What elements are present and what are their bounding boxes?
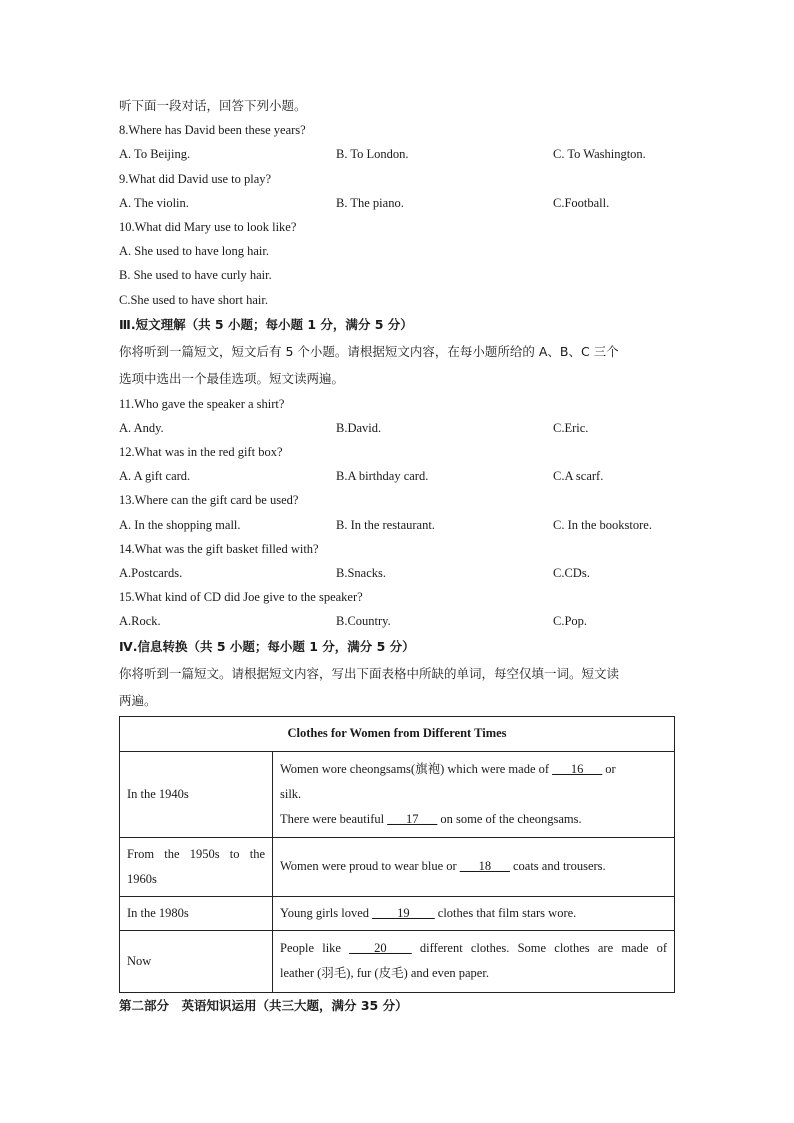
question-text: 8.Where has David been these years?: [119, 123, 306, 138]
description-line: silk.: [280, 786, 302, 801]
dialogue-instruction: 听下面一段对话，回答下列小题。: [119, 98, 307, 113]
blank-17: ___17___: [387, 811, 438, 826]
question-text: 14.What was the gift basket filled with?: [119, 541, 319, 556]
table-row: [120, 930, 675, 992]
instruction-line: 你将听到一篇短文，短文后有 5 个小题。请根据短文内容，在每小题所给的 A、B、C 三个: [119, 343, 619, 359]
description-line: leather (羽毛), fur (皮毛) and even paper.: [280, 966, 489, 981]
description-cell: [273, 896, 675, 930]
table-row: [120, 896, 675, 930]
question-text: 10.What did Mary use to look like?: [119, 219, 297, 234]
options-row: [119, 464, 675, 488]
part-two-heading: 第二部分 英语知识运用（共三大题，满分 35 分）: [119, 997, 408, 1013]
question-12: [119, 440, 675, 488]
text-fragment: coats and trousers.: [509, 859, 606, 874]
question-text: 13.Where can the gift card be used?: [119, 493, 299, 508]
option-b: B.A birthday card.: [336, 469, 429, 484]
era-line: From the 1950s to the: [127, 846, 265, 861]
instruction-line: 选项中选出一个最佳选项。短文读两遍。: [119, 370, 345, 386]
option-b: B.Country.: [336, 614, 391, 629]
option-a: A. The violin.: [119, 195, 189, 210]
question-text: 15.What kind of CD did Joe give to the speaker?: [119, 590, 363, 605]
option-c: C.Eric.: [553, 420, 589, 435]
options-row: [119, 191, 675, 215]
section-3-heading: Ⅲ.短文理解（共 5 小题；每小题 1 分，满分 5 分）: [119, 316, 413, 332]
blank-16: ___16___: [552, 761, 603, 776]
option-b: B. To London.: [336, 147, 409, 162]
text-fragment: clothes that film stars wore.: [434, 905, 577, 920]
option-c: C. To Washington.: [553, 147, 646, 162]
question-15: [119, 585, 675, 633]
option-a: A. Andy.: [119, 420, 164, 435]
description-line: [280, 936, 667, 961]
era-cell: In the 1940s: [120, 751, 273, 837]
blank-18: ___18___: [459, 859, 510, 874]
option-a: A. A gift card.: [119, 469, 191, 484]
option-b: B.Snacks.: [336, 566, 386, 580]
info-transfer-table: [119, 716, 675, 993]
option-b: B. The piano.: [336, 195, 404, 210]
question-9: [119, 167, 675, 215]
blank-20: ____20____: [349, 941, 412, 956]
table-header-row: [120, 716, 675, 751]
description-line: [280, 757, 667, 782]
options-row: [119, 609, 675, 633]
text-fragment: There were beautiful: [280, 811, 388, 826]
option-b: B. She used to have curly hair.: [119, 268, 272, 283]
era-cell: [120, 837, 273, 896]
blank-19: ____19____: [372, 905, 435, 920]
description-cell: [273, 751, 675, 837]
text-fragment: or: [602, 761, 616, 776]
option-a: A. To Beijing.: [119, 147, 191, 162]
option-c: C. In the bookstore.: [553, 517, 652, 532]
exam-page: [119, 94, 675, 1018]
description-line: [280, 807, 667, 832]
text-fragment: on some of the cheongsams.: [437, 811, 582, 826]
option-c: C.Pop.: [553, 614, 588, 629]
description-cell: [273, 837, 675, 896]
options-row: [119, 513, 675, 537]
description-cell: [273, 930, 675, 992]
option-a: A.Rock.: [119, 614, 161, 629]
option-a: A. In the shopping mall.: [119, 517, 241, 532]
era-cell: Now: [120, 930, 273, 992]
table-row: [120, 837, 675, 896]
options-row: [119, 142, 675, 166]
question-text: 12.What was in the red gift box?: [119, 445, 283, 460]
era-cell: In the 1980s: [120, 896, 273, 930]
text-fragment: People like: [280, 941, 350, 956]
question-13: [119, 488, 675, 536]
question-text: 9.What did David use to play?: [119, 171, 272, 186]
text-fragment: Women wore cheongsams(旗袍) which were made of: [280, 761, 553, 776]
table-title: Clothes for Women from Different Times: [120, 716, 675, 751]
options-row: [119, 416, 675, 440]
option-a: A.Postcards.: [119, 566, 183, 580]
option-c: C.Football.: [553, 195, 610, 210]
section-4-instructions: [119, 660, 675, 714]
question-8: [119, 118, 675, 166]
options-row: [119, 561, 675, 585]
question-14: [119, 537, 675, 585]
question-10: [119, 215, 675, 312]
option-c: C.A scarf.: [553, 469, 604, 484]
option-c: C.She used to have short hair.: [119, 292, 268, 307]
section-4-heading: Ⅳ.信息转换（共 5 小题；每小题 1 分，满分 5 分）: [119, 638, 415, 654]
instruction-line: 两遍。: [119, 692, 157, 708]
option-c: C.CDs.: [553, 566, 590, 580]
question-11: [119, 392, 675, 440]
option-b: B.David.: [336, 420, 382, 435]
option-b: B. In the restaurant.: [336, 517, 435, 532]
text-fragment: Women were proud to wear blue or: [280, 859, 460, 874]
question-text: 11.Who gave the speaker a shirt?: [119, 396, 285, 411]
text-fragment: different clothes. Some clothes are made of: [411, 941, 668, 956]
section-3-instructions: [119, 338, 675, 392]
era-line: 1960s: [127, 871, 157, 886]
text-fragment: Young girls loved: [280, 905, 373, 920]
option-a: A. She used to have long hair.: [119, 244, 269, 259]
table-row: [120, 751, 675, 837]
instruction-line: 你将听到一篇短文。请根据短文内容，写出下面表格中所缺的单词，每空仅填一词。短文读: [119, 665, 620, 681]
